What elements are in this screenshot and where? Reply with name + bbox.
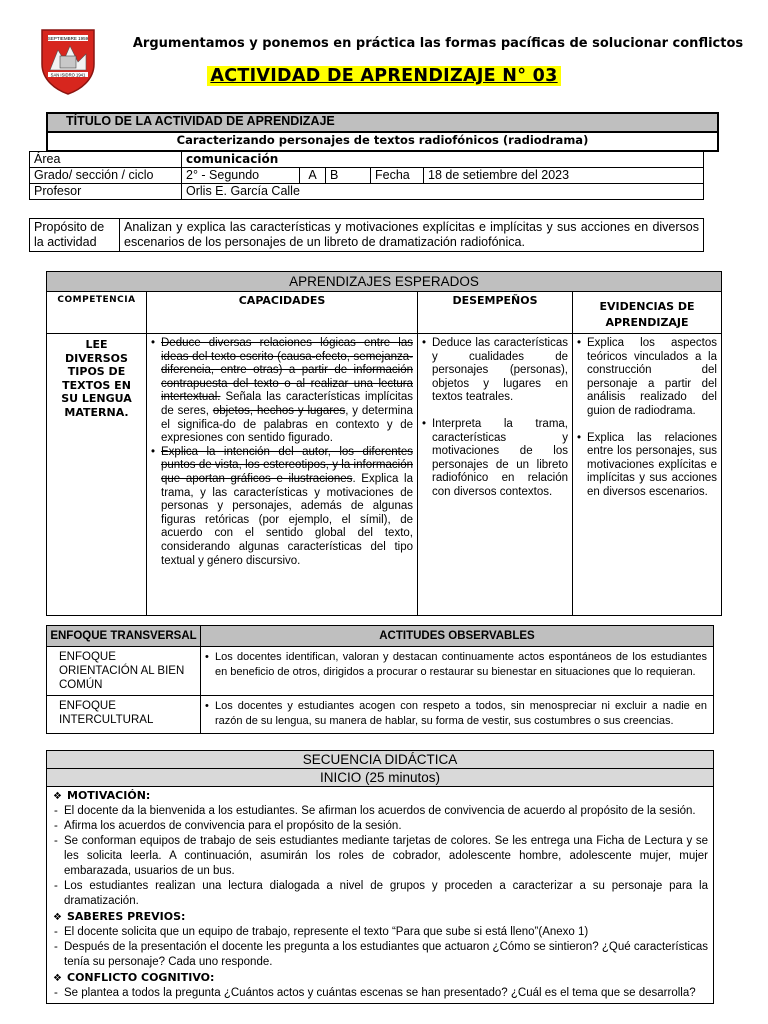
activity-title-value: Caracterizando personajes de textos radiofónicos (radiodrama) — [47, 132, 718, 151]
seccion-a: A — [300, 168, 326, 184]
actitud-text: • Los docentes y estudiantes acogen con respeto a todos, sin menospreciar ni excluir a nadie en razón de su lengua, su manera de hablar, su forma de vestir, sus costumbres o sus creencias. — [205, 699, 707, 729]
evidencia-item: • Explica los aspectos teóricos vinculados a la construcción del personaje a partir del análisis realizado del guion de radiodrama. — [577, 337, 717, 419]
actitudes-header: ACTITUDES OBSERVABLES — [201, 626, 714, 647]
competencia-header: COMPETENCIA — [47, 292, 147, 334]
motivacion-label: MOTIVACIÓN: — [67, 789, 151, 802]
motivacion-heading — [52, 788, 708, 804]
diamond-bullet-icon: ❖ — [53, 973, 62, 984]
enfoque-actitud — [201, 696, 714, 734]
list-item: - Se conforman equipos de trabajo de seis estudiantes mediante tarjetas de colores. Se les entrega una Ficha de Lectura y se les solicita leerla. A continuación, asumirán los roles de cobrador, adolescente hombre, adolescente mujer, mujer embarazada, usuarios de un bus. — [52, 834, 708, 879]
cap1-strike-b: objetos, hechos y lugares — [212, 404, 346, 417]
secuencia-body — [47, 787, 714, 1004]
enfoque-name: ENFOQUE INTERCULTURAL — [47, 696, 201, 734]
desempeno-item: • Interpreta la trama, características y motivaciones de los personajes de un libreto radiofónico en relación con diversos contextos. — [422, 418, 568, 500]
list-item: - Los estudiantes realizan una lectura dialogada a nivel de grupos y proceden a caracterizar a su personaje para la dramatización. — [52, 879, 708, 909]
enfoque-header: ENFOQUE TRANSVERSAL — [47, 626, 201, 647]
capacidades-cell — [147, 334, 418, 616]
proposito-text: Analizan y explica las características y motivaciones explícitas e implícitas y sus acciones en diversos escenarios de los personajes de un libreto de dramatización radiofónica. — [120, 219, 704, 252]
saberes-heading — [52, 909, 708, 925]
diamond-bullet-icon: ❖ — [53, 912, 62, 923]
desempeno-item: • Deduce las características y cualidades de personajes (personas), objetos y lugares en textos teatrales. — [422, 337, 568, 405]
list-item: - Después de la presentación el docente les pregunta a los estudiantes que actuaron ¿Cómo se sintieron? ¿Qué características tenía su personaje? Cada uno responde. — [52, 940, 708, 970]
competencia-cell: LEE DIVERSOS TIPOS DE TEXTOS EN SU LENGUA MATERNA. — [47, 334, 147, 616]
fecha-value: 18 de setiembre del 2023 — [424, 168, 704, 184]
evidencias-header: EVIDENCIAS DE APRENDIZAJE — [573, 292, 722, 334]
profesor-label: Profesor — [30, 184, 182, 200]
seccion-b: B — [326, 168, 371, 184]
list-item: - El docente solicita que un equipo de trabajo, represente el texto “Para que sube si está lleno”(Anexo 1) — [52, 925, 708, 940]
area-value: comunicación — [182, 152, 704, 168]
conflicto-heading — [52, 970, 708, 986]
capacidad-item — [151, 337, 413, 446]
info-table — [29, 151, 704, 200]
grado-value: 2° - Segundo — [182, 168, 300, 184]
evidencia-item: • Explica las relaciones entre los personajes, sus motivaciones explícitas e implícitas y sus acciones en diversos escenarios. — [577, 432, 717, 500]
profesor-value: Orlis E. García Calle — [182, 184, 704, 200]
svg-text:SEPTIEMBRE 1959: SEPTIEMBRE 1959 — [47, 36, 89, 41]
grado-label: Grado/ sección / ciclo — [30, 168, 182, 184]
secuencia-table — [46, 750, 714, 1004]
inicio-title: INICIO (25 minutos) — [47, 769, 714, 787]
svg-text:SAN ISIDRO 1941: SAN ISIDRO 1941 — [50, 72, 86, 78]
enfoques-table — [46, 625, 714, 734]
proposito-label: Propósito de la actividad — [30, 219, 120, 252]
enfoque-actitud — [201, 647, 714, 696]
aprendizajes-title: APRENDIZAJES ESPERADOS — [47, 272, 722, 292]
fecha-label: Fecha — [371, 168, 424, 184]
top-title: Argumentamos y ponemos en práctica las formas pacíficas de solucionar conflictos — [132, 36, 744, 51]
cap1-strike-a: Deduce diversas relaciones lógicas entre las ideas del texto escrito (causa-efecto, semejanza-diferencia, entre otras) a partir de información contrapuesta del texto o al realizar una lectura intertextual. — [161, 337, 413, 404]
conflicto-label: CONFLICTO COGNITIVO: — [67, 971, 215, 984]
area-label: Área — [30, 152, 182, 168]
capacidades-header: CAPACIDADES — [147, 292, 418, 334]
actitud-text: • Los docentes identifican, valoran y destacan continuamente actos espontáneos de los estudiantes en beneficio de otros, dirigidos a procurar o restaurar su bienestar en situaciones que lo requieran. — [205, 650, 707, 680]
list-item: - Se plantea a todos la pregunta ¿Cuántos actos y cuántas escenas se han presentado? ¿Cuál es el tema que se desarrolla? — [52, 986, 708, 1001]
cap1-a: Señala las características implícitas de seres, — [161, 391, 413, 417]
desempenos-header: DESEMPEÑOS — [418, 292, 573, 334]
list-item: - Afirma los acuerdos de convivencia para el propósito de la sesión. — [52, 819, 708, 834]
cap2-rest: . Explica la trama, y las características y motivaciones de personas y personajes, además de algunas figuras retóricas (por ejemplo, el símil), de acuerdo con el sentido global del texto, considerando algunas características del tipo textual y género discursivo. — [161, 472, 413, 567]
enfoque-name: ENFOQUE ORIENTACIÓN AL BIEN COMÚN — [47, 647, 201, 696]
diamond-bullet-icon: ❖ — [53, 791, 62, 802]
desempenos-cell — [418, 334, 573, 616]
aprendizajes-table — [46, 271, 722, 616]
capacidad-item — [151, 446, 413, 568]
proposito-table — [29, 218, 704, 252]
evidencias-cell — [573, 334, 722, 616]
activity-title-table — [46, 112, 719, 152]
secuencia-title: SECUENCIA DIDÁCTICA — [47, 751, 714, 769]
cap1-b: , y determina el significa-do de palabras en contexto y de expresiones con sentido figurado. — [161, 404, 413, 445]
main-title-wrap — [0, 66, 768, 86]
cap2-strike: Explica la intención del autor, los diferentes puntos de vista, los estereotipos, y la información que aportan gráficos e ilustraciones — [161, 445, 413, 485]
activity-title-label: TÍTULO DE LA ACTIVIDAD DE APRENDIZAJE — [47, 113, 718, 132]
saberes-label: SABERES PREVIOS: — [67, 910, 186, 923]
main-title: ACTIVIDAD DE APRENDIZAJE N° 03 — [207, 66, 560, 86]
list-item: - El docente da la bienvenida a los estudiantes. Se afirman los acuerdos de convivencia de acuerdo al propósito de la sesión. — [52, 804, 708, 819]
